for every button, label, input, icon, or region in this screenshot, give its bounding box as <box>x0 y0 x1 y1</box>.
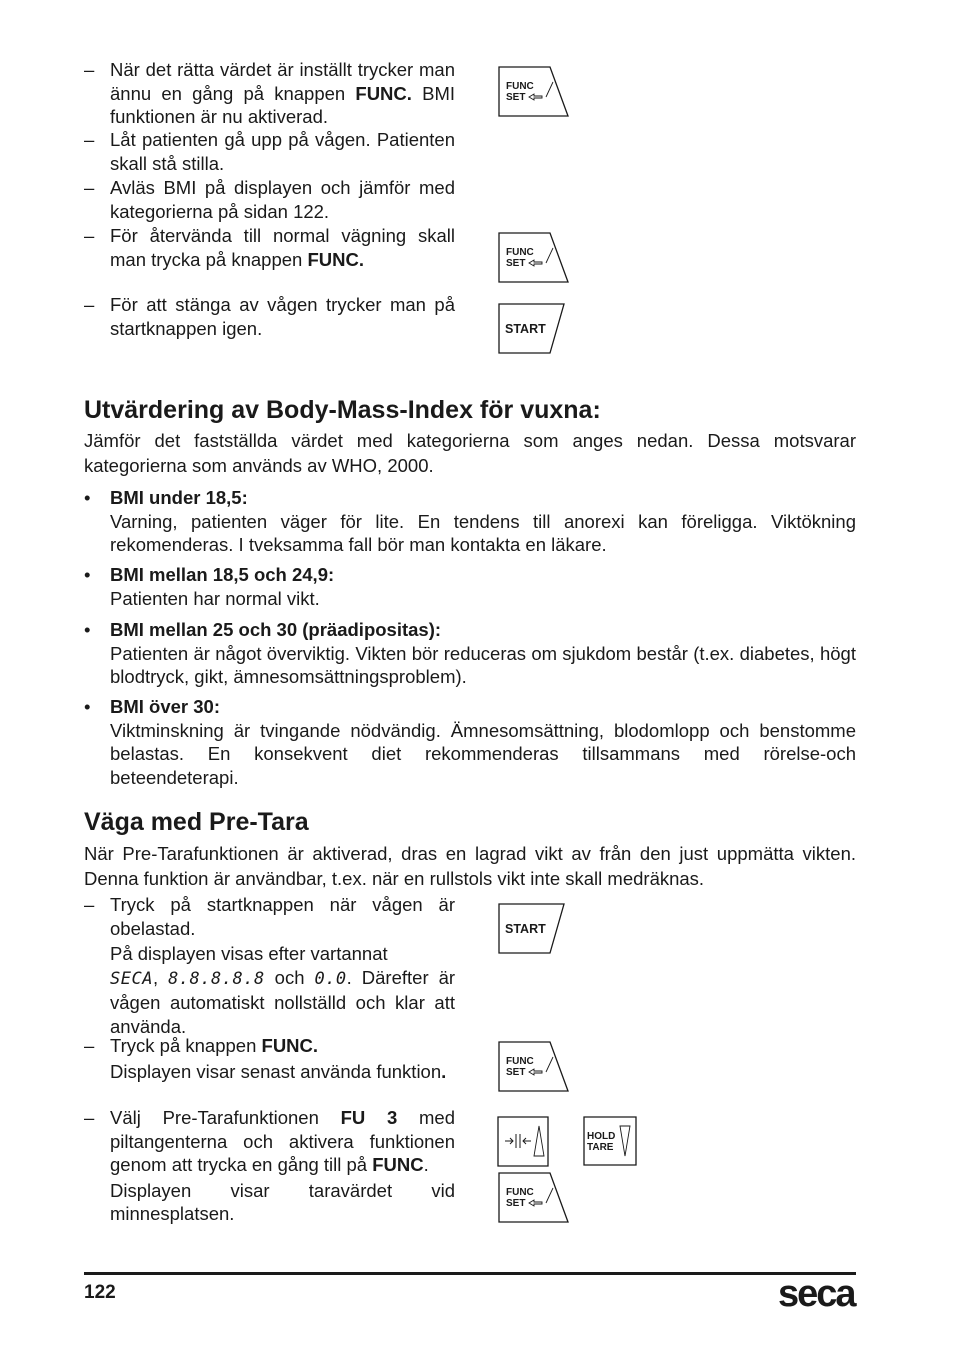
bmi-category-title: BMI mellan 25 och 30 (präadipositas): <box>110 619 442 640</box>
func-set-key-icon <box>498 232 570 284</box>
step-text: Låt patienten gå upp på vågen. Patienten skall stå stilla. <box>110 129 455 174</box>
pretara-heading: Väga med Pre-Tara <box>84 808 309 836</box>
step-text: BMI funktionen är nu aktiverad. <box>110 82 455 127</box>
step-text: Displayen visar senast använda funktion <box>110 1060 442 1082</box>
func-set-key-icon <box>498 1041 570 1093</box>
step-select-fu3 <box>84 1106 455 1226</box>
step-switch-off <box>84 293 455 340</box>
bullet: • <box>84 564 91 585</box>
bmi-category-title: BMI mellan 18,5 och 24,9: <box>110 564 335 585</box>
step-text: med piltangenterna och aktivera funktionen genom att trycka en gång till på <box>110 1107 455 1175</box>
key-label: SET <box>506 258 526 269</box>
lcd-display-seca: SECA <box>110 968 153 989</box>
key-label: TARE <box>587 1142 614 1153</box>
dash: – <box>84 177 95 198</box>
key-label: FUNC <box>506 81 534 92</box>
step-bold: FUNC. <box>307 248 364 270</box>
bmi-category-text: Patienten är något överviktig. Vikten bör reduceras om sjukdom består (t.ex. diabetes, högt blodtryck, gikt, ämnesomsättningsproblem). <box>110 642 856 687</box>
step-start-unloaded <box>84 893 455 1038</box>
step-patient-on-scale <box>84 128 455 175</box>
key-label: SET <box>506 1198 526 1209</box>
bmi-heading: Utvärdering av Body-Mass-Index för vuxna: <box>84 396 601 424</box>
hold-tare-key-icon <box>583 1116 638 1167</box>
step-text: . Därefter är vågen automatiskt nollställd och klar att använda. <box>110 966 456 1037</box>
dash: – <box>84 1107 95 1128</box>
bmi-category-text: Varning, patienten väger för lite. En tendens till anorexi kan föreligga. Viktökning rekomenderas. I tveksamma fall bör man kontakta en läkare. <box>110 510 856 555</box>
step-text: För återvända till normal vägning skall man trycka på knappen <box>110 225 455 270</box>
seca-logo: seca <box>778 1273 855 1315</box>
step-text: För att stänga av vågen trycker man på startknappen igen. <box>110 294 455 339</box>
step-return-normal <box>84 224 455 271</box>
step-bold: FUNC <box>372 1154 424 1175</box>
bmi-category-underweight <box>84 486 856 557</box>
step-text: Tryck på startknappen när vågen är obelastad. <box>110 894 455 939</box>
step-text: Displayen visar taravärdet vid minnesplatsen. <box>110 1179 455 1224</box>
bmi-category-title: BMI över 30: <box>110 696 221 717</box>
bmi-category-text: Viktminskning är tvingande nödvändig. Ämnesomsättning, blodomlopp och benstomme belastas. En konsekvent diet rekommenderas tillsammans med rörelse-och beteendeterapi. <box>110 719 856 788</box>
func-set-key-icon <box>498 1172 570 1224</box>
func-set-key-icon <box>498 66 570 118</box>
pretara-intro: När Pre-Tarafunktionen är aktiverad, dras en lagrad vikt av från den just uppmätta vikten. Denna funktion är användbar, t.ex. när en rullstols vikt inte skall medräknas. <box>84 843 856 889</box>
arrow-key-icon <box>497 1116 550 1168</box>
bmi-category-overweight <box>84 618 856 689</box>
footer-rule <box>84 1272 856 1275</box>
step-func-confirm <box>84 58 455 129</box>
step-bold: FUNC. <box>261 1035 319 1056</box>
key-label: FUNC <box>506 1187 534 1198</box>
step-text: På displayen visas efter vartannat <box>110 943 388 964</box>
lcd-display-test: 8.8.8.8.8 <box>168 968 265 989</box>
bullet: • <box>84 487 91 508</box>
key-label: FUNC <box>506 1056 534 1067</box>
step-bold: . <box>441 1060 447 1082</box>
key-label: START <box>505 922 546 936</box>
bmi-category-obese <box>84 695 856 789</box>
start-key-icon <box>498 303 566 355</box>
key-label: START <box>505 322 546 336</box>
dash: – <box>84 894 95 915</box>
key-label: FUNC <box>506 247 534 258</box>
step-text: Avläs BMI på displayen och jämför med kategorierna på sidan 122. <box>110 177 455 222</box>
key-label: HOLD <box>587 1131 616 1142</box>
comma: , <box>152 966 159 988</box>
step-text: Välj Pre-Tarafunktionen <box>110 1107 341 1128</box>
bullet: • <box>84 619 91 640</box>
bmi-category-normal <box>84 563 856 610</box>
step-text: När det rätta värdet är inställt trycker man ännu en gång på knappen <box>110 59 455 104</box>
bullet: • <box>84 696 91 717</box>
dash: – <box>84 294 95 315</box>
step-bold: FUNC. <box>355 82 412 104</box>
dash: – <box>84 1035 95 1056</box>
lcd-display-zero: 0.0 <box>314 968 347 989</box>
dash: – <box>84 225 95 246</box>
step-read-bmi <box>84 176 455 223</box>
step-text: . <box>423 1154 429 1175</box>
page-number: 122 <box>84 1282 116 1303</box>
key-label: SET <box>506 92 526 103</box>
start-key-icon <box>498 903 566 955</box>
step-text: och <box>274 966 305 988</box>
dash: – <box>84 129 95 150</box>
bmi-intro: Jämför det fastställda värdet med kategorierna som anges nedan. Dessa motsvarar kategorierna som används av WHO, 2000. <box>84 430 856 476</box>
step-bold: FU 3 <box>340 1107 398 1128</box>
bmi-category-title: BMI under 18,5: <box>110 487 248 508</box>
dash: – <box>84 59 95 80</box>
step-text: Tryck på knappen <box>110 1035 262 1056</box>
key-label: SET <box>506 1067 526 1078</box>
step-press-func <box>84 1034 455 1083</box>
bmi-category-text: Patienten har normal vikt. <box>110 587 320 609</box>
